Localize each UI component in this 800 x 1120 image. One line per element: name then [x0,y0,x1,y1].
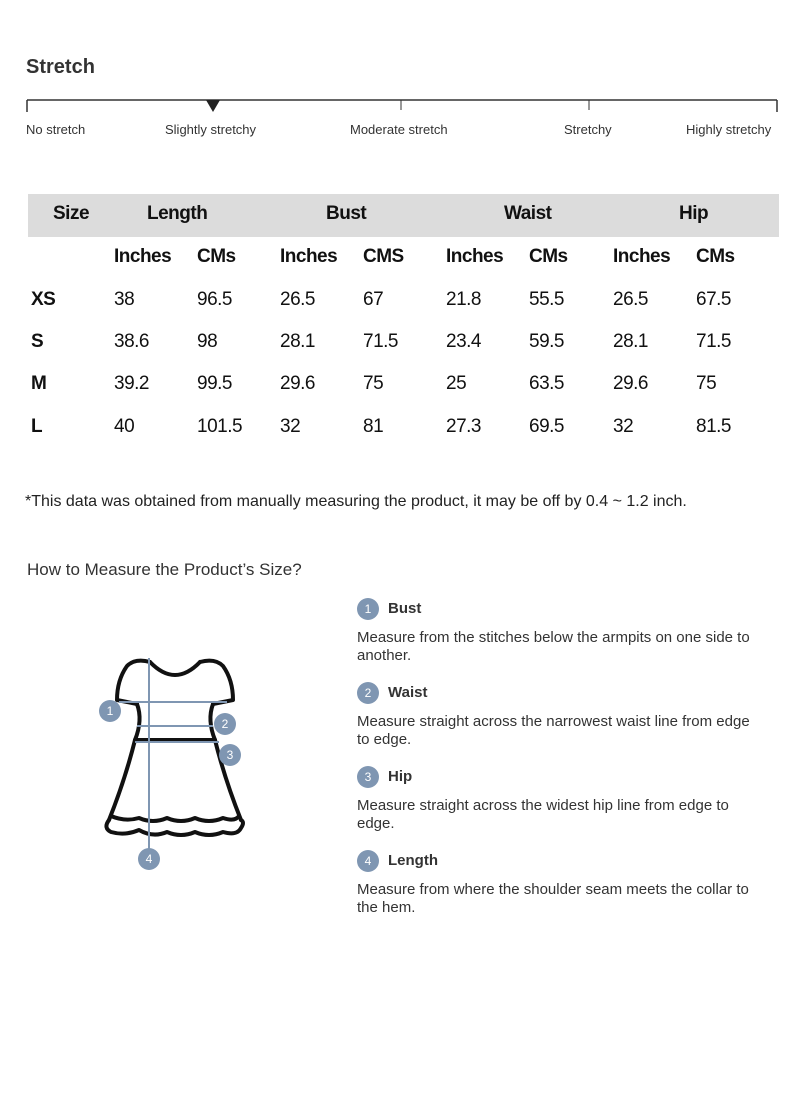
step-title-hip: Hip [388,768,413,785]
table-cell: 29.6 [280,373,315,394]
unit-label: CMs [696,246,735,267]
measurement-note: *This data was obtained from manually measuring the product, it may be off by 0.4 ~ 1.2 inch. [25,493,687,510]
row-size-label: S [31,331,44,352]
unit-label: Inches [280,246,338,267]
unit-label: CMs [197,246,236,267]
table-cell: 75 [363,373,384,394]
table-cell: 27.3 [446,416,481,437]
stretch-title: Stretch [26,56,95,78]
table-cell: 71.5 [696,331,731,352]
table-cell: 26.5 [280,289,315,310]
table-cell: 32 [613,416,634,437]
table-cell: 81 [363,416,384,437]
table-cell: 25 [446,373,467,394]
header-bust: Bust [326,203,367,224]
table-cell: 63.5 [529,373,564,394]
table-cell: 39.2 [114,373,149,394]
step-desc-bust: Measure from the stitches below the armpits on one side to another. [357,629,750,664]
table-cell: 59.5 [529,331,564,352]
step-desc-waist: Measure straight across the narrowest waist line from edge to edge. [357,713,750,748]
table-cell: 99.5 [197,373,232,394]
step-title-length: Length [388,852,438,869]
table-cell: 40 [114,416,135,437]
table-cell: 71.5 [363,331,398,352]
step-badge: 1 [357,598,379,620]
table-cell: 55.5 [529,289,564,310]
unit-label: CMS [363,246,404,267]
table-cell: 28.1 [280,331,315,352]
table-cell: 67.5 [696,289,731,310]
table-cell: 29.6 [613,373,648,394]
stretch-indicator-icon [206,100,220,112]
table-cell: 81.5 [696,416,731,437]
step-badge: 3 [357,766,379,788]
header-length: Length [147,203,208,224]
stretch-scale [26,92,778,112]
table-cell: 26.5 [613,289,648,310]
unit-label: Inches [114,246,172,267]
step-desc-length: Measure from where the shoulder seam meets the collar to the hem. [357,881,749,916]
step-badge: 2 [357,682,379,704]
header-waist: Waist [504,203,552,224]
table-cell: 67 [363,289,384,310]
stretch-label-none: No stretch [26,122,86,137]
table-cell: 21.8 [446,289,481,310]
header-size: Size [53,203,90,224]
table-cell: 38.6 [114,331,149,352]
table-cell: 32 [280,416,301,437]
table-cell: 28.1 [613,331,648,352]
table-cell: 75 [696,373,717,394]
table-cell: 69.5 [529,416,564,437]
row-size-label: XS [31,289,56,310]
step-badge: 4 [357,850,379,872]
diagram-badge-length: 4 [138,848,160,870]
stretch-label-moderate: Moderate stretch [350,122,448,137]
table-cell: 23.4 [446,331,481,352]
diagram-badge-bust: 1 [99,700,121,722]
table-cell: 96.5 [197,289,232,310]
table-cell: 98 [197,331,218,352]
step-title-bust: Bust [388,600,422,617]
diagram-badge-hip: 3 [219,744,241,766]
row-size-label: M [31,373,47,394]
step-desc-hip: Measure straight across the widest hip line from edge to edge. [357,797,729,832]
step-title-waist: Waist [388,684,428,701]
stretch-label-stretchy: Stretchy [564,122,612,137]
unit-label: Inches [613,246,671,267]
diagram-badge-waist: 2 [214,713,236,735]
table-header-row [28,194,779,237]
unit-label: Inches [446,246,504,267]
table-cell: 101.5 [197,416,243,437]
stretch-label-slight: Slightly stretchy [165,122,257,137]
row-size-label: L [31,416,43,437]
measure-title: How to Measure the Product’s Size? [27,560,302,579]
table-cell: 38 [114,289,135,310]
unit-label: CMs [529,246,568,267]
stretch-label-high: Highly stretchy [686,122,772,137]
header-hip: Hip [679,203,709,224]
